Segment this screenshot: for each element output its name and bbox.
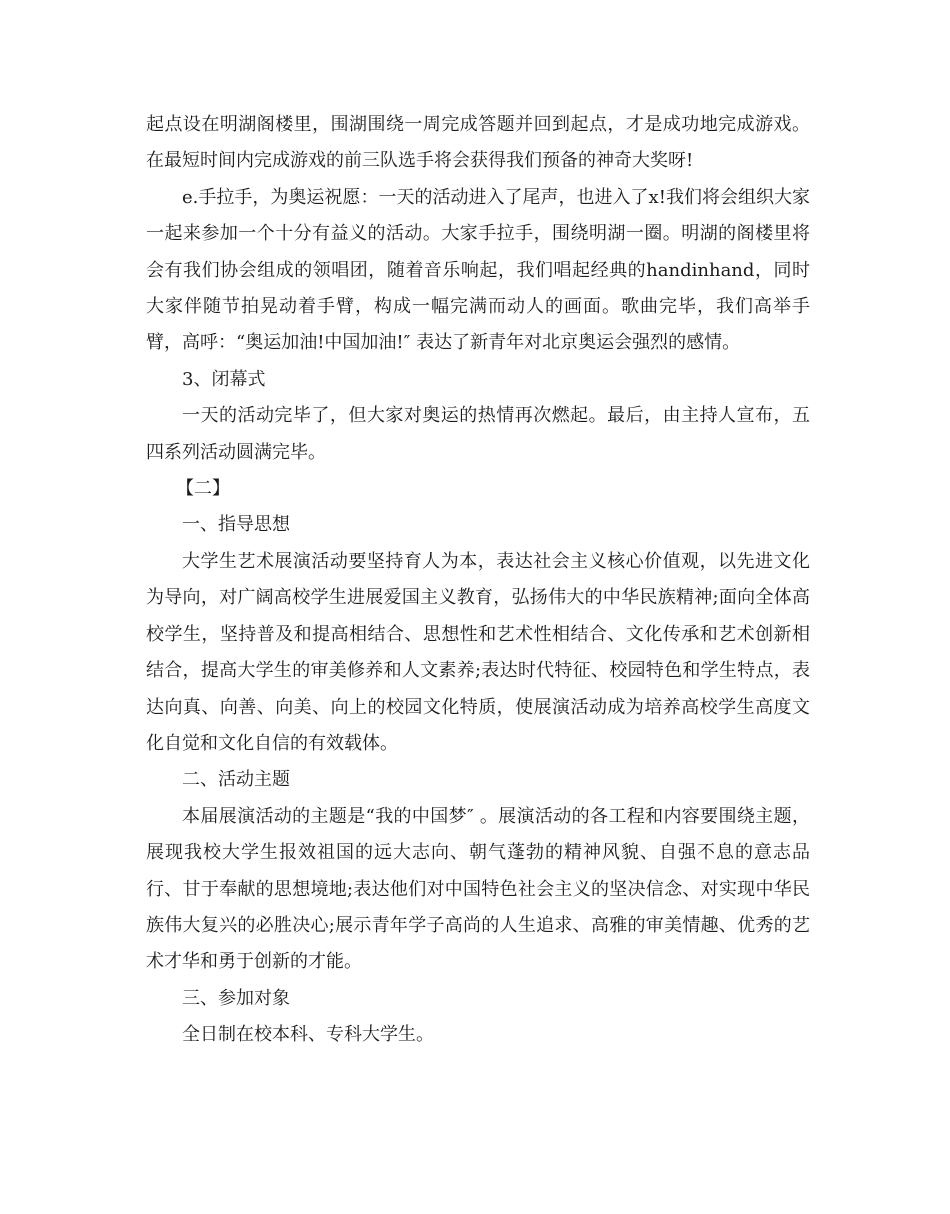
heading-activity-theme: 二、活动主题 — [182, 769, 290, 791]
heading-closing-ceremony: 3、闭幕式 — [182, 368, 266, 390]
heading-guiding-ideology: 一、指导思想 — [182, 514, 290, 536]
document-page — [146, 107, 810, 1054]
heading-participants: 三、参加对象 — [182, 987, 290, 1009]
section-marker-two: 【二】 — [176, 478, 230, 500]
paragraph-closing: 一天的活动完毕了，但大家对奥运的热情再次燃起。最后，由主持人宣布，五四系列活动圆满完毕。 — [146, 405, 810, 463]
paragraph-activity-theme: 本届展演活动的主题是“我的中国梦″ 。展演活动的各工程和内容要围绕主题，展现我校大学生报效祖国的远大志向、朝气蓬勃的精神风貌、自强不息的意志品行、甘于奉献的思想境地;表达他们对中国特色社会主义的坚决信念、对实现中华民族伟大复兴的必胜决心;展示青年学子高尚的人生追求、高雅的审美情趣、优秀的艺术才华和勇于创新的才能。 — [146, 805, 810, 973]
paragraph-participants: 全日制在校本科、专科大学生。 — [182, 1024, 434, 1046]
paragraph-hand-in-hand: e.手拉手，为奥运祝愿：一天的活动进入了尾声，也进入了x!我们将会组织大家一起来参加一个十分有益义的活动。大家手拉手，围绕明湖一圈。明湖的阁楼里将会有我们协会组成的领唱团，随着音乐响起，我们唱起经典的handinhand，同时大家伴随节拍晃动着手臂，构成一幅完满而动人的画面。歌曲完毕，我们高举手臂，高呼：“奥运加油!中国加油!″ 表达了新青年对北京奥运会强烈的感情。 — [146, 186, 810, 354]
paragraph-guiding-ideology: 大学生艺术展演活动要坚持育人为本，表达社会主义核心价值观，以先进文化为导向，对广阔高校学生进展爱国主义教育，弘扬伟大的中华民族精神;面向全体高校学生，坚持普及和提高相结合、思想性和艺术性相结合、文化传承和艺术创新相结合，提高大学生的审美修养和人文素养;表达时代特征、校园特色和学生特点，表达向真、向善、向美、向上的校园文化特质，使展演活动成为培养高校学生高度文化自觉和文化自信的有效载体。 — [146, 550, 810, 754]
paragraph-game-rules: 起点设在明湖阁楼里，围湖围绕一周完成答题并回到起点，才是成功地完成游戏。在最短时间内完成游戏的前三队选手将会获得我们预备的神奇大奖呀! — [146, 114, 810, 172]
